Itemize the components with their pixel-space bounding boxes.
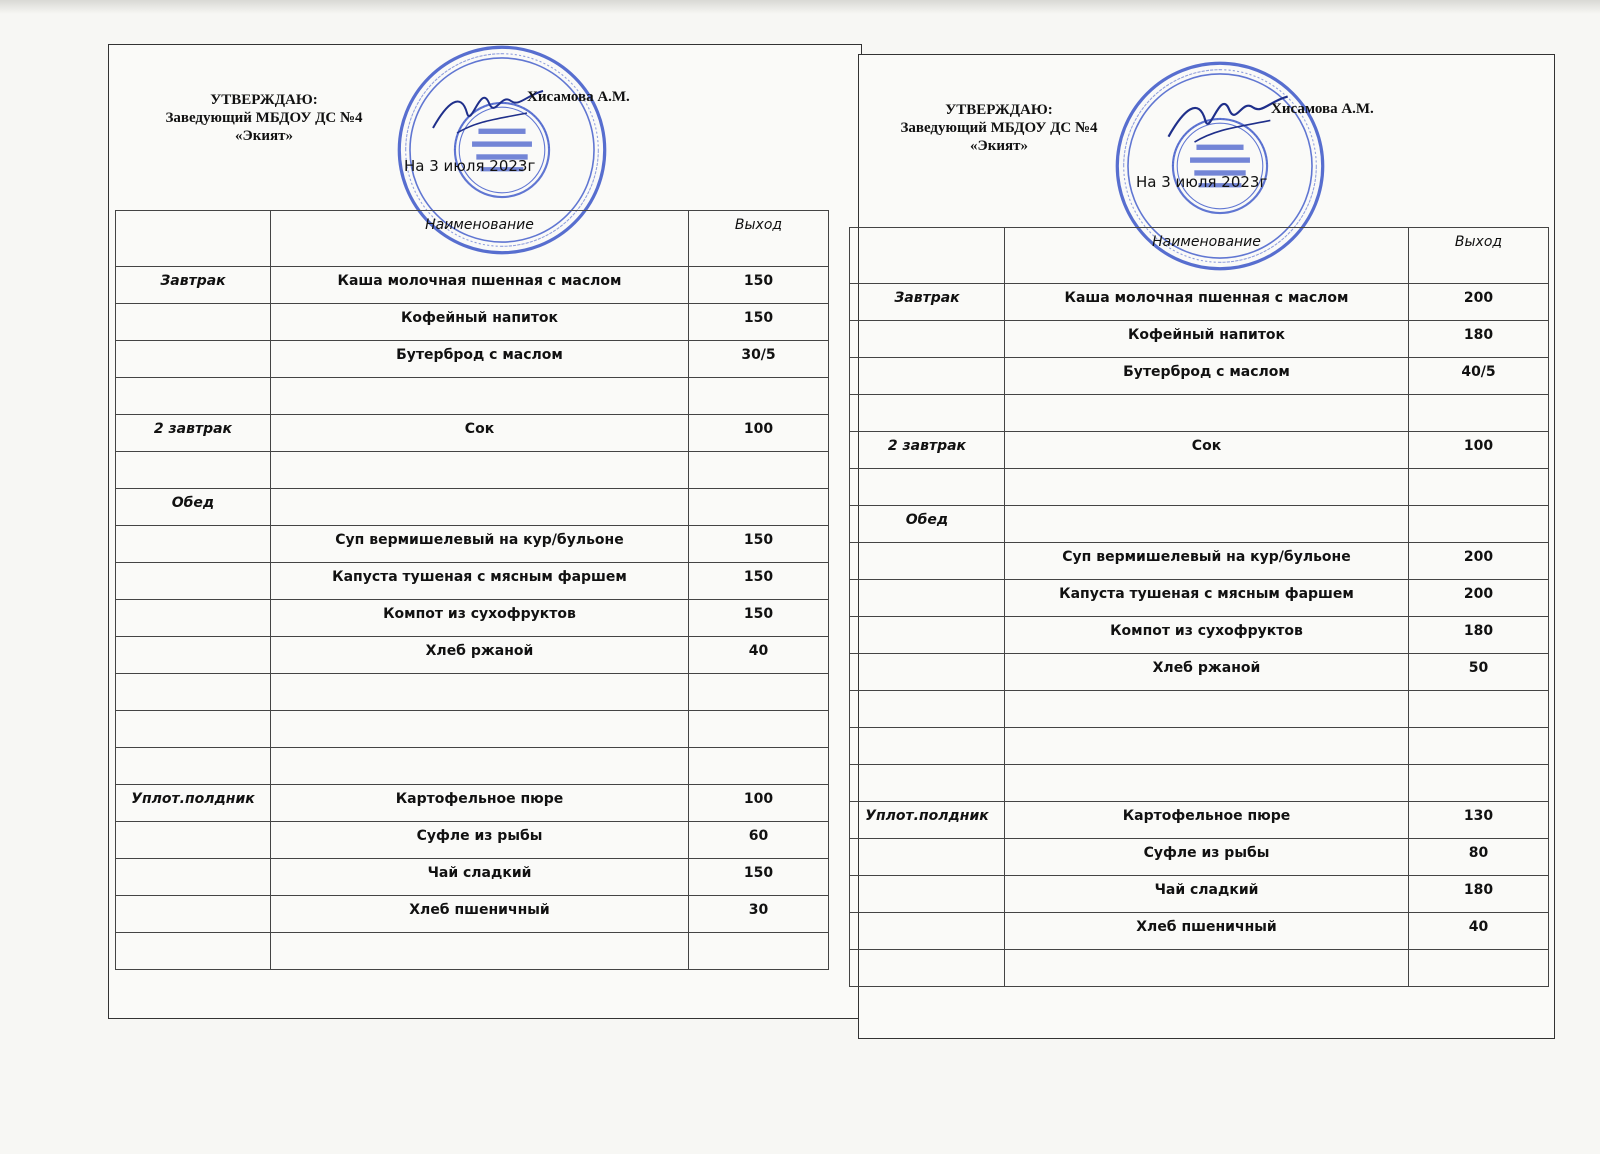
- menu-row: [850, 839, 1549, 876]
- meal-cell: Обед: [116, 489, 271, 526]
- menu-row: [850, 913, 1549, 950]
- meal-cell: [116, 341, 271, 378]
- meal-cell: [850, 617, 1005, 654]
- yield-cell: 30: [689, 896, 829, 933]
- meal-cell: [116, 452, 271, 489]
- menu-row: [850, 728, 1549, 765]
- yield-cell: 150: [689, 859, 829, 896]
- menu-row: [116, 859, 829, 896]
- meal-cell: 2 завтрак: [850, 432, 1005, 469]
- meal-column-header: [116, 211, 271, 267]
- yield-cell: 130: [1409, 802, 1549, 839]
- menu-row: [116, 711, 829, 748]
- yield-cell: [689, 378, 829, 415]
- dish-cell: Кофейный напиток: [271, 304, 689, 341]
- meal-cell: [116, 859, 271, 896]
- yield-cell: 180: [1409, 321, 1549, 358]
- meal-cell: Уплот.полдник: [850, 802, 1005, 839]
- meal-cell: [116, 526, 271, 563]
- menu-table: [849, 227, 1549, 987]
- menu-date: На 3 июля 2023г: [404, 157, 536, 175]
- menu-row: [116, 822, 829, 859]
- yield-cell: [1409, 469, 1549, 506]
- meal-cell: [850, 321, 1005, 358]
- meal-cell: [116, 378, 271, 415]
- meal-cell: [116, 600, 271, 637]
- menu-row: [116, 785, 829, 822]
- yield-cell: 100: [689, 785, 829, 822]
- meal-cell: [116, 711, 271, 748]
- yield-cell: [689, 674, 829, 711]
- dish-cell: Капуста тушеная с мясным фаршем: [271, 563, 689, 600]
- dish-cell: Кофейный напиток: [1005, 321, 1409, 358]
- dish-cell: Бутерброд с маслом: [271, 341, 689, 378]
- dish-cell: [271, 489, 689, 526]
- approval-line: УТВЕРЖДАЮ:: [945, 102, 1053, 118]
- dish-cell: Компот из сухофруктов: [1005, 617, 1409, 654]
- dish-cell: Картофельное пюре: [1005, 802, 1409, 839]
- dish-cell: [1005, 691, 1409, 728]
- dish-cell: Суп вермишелевый на кур/бульоне: [1005, 543, 1409, 580]
- meal-cell: [850, 691, 1005, 728]
- meal-cell: [850, 543, 1005, 580]
- yield-cell: 200: [1409, 543, 1549, 580]
- menu-sheet-left: [108, 44, 862, 1019]
- yield-column-header: Выход: [689, 211, 829, 267]
- menu-row: [850, 284, 1549, 321]
- menu-row: [850, 617, 1549, 654]
- meal-cell: [116, 896, 271, 933]
- dish-cell: [1005, 765, 1409, 802]
- meal-cell: Завтрак: [850, 284, 1005, 321]
- menu-row: [116, 748, 829, 785]
- yield-cell: [689, 933, 829, 970]
- meal-column-header: [850, 228, 1005, 284]
- dish-cell: Чай сладкий: [1005, 876, 1409, 913]
- dish-cell: [271, 378, 689, 415]
- dish-cell: Суп вермишелевый на кур/бульоне: [271, 526, 689, 563]
- meal-cell: [116, 674, 271, 711]
- scan-edge-shadow: [0, 0, 1600, 14]
- menu-row: [116, 563, 829, 600]
- dish-cell: Суфле из рыбы: [271, 822, 689, 859]
- yield-cell: 200: [1409, 580, 1549, 617]
- menu-row: [116, 526, 829, 563]
- meal-cell: [850, 765, 1005, 802]
- menu-row: [850, 321, 1549, 358]
- yield-cell: 150: [689, 304, 829, 341]
- meal-cell: [116, 933, 271, 970]
- sheet-header: [859, 55, 1554, 215]
- meal-cell: [850, 358, 1005, 395]
- yield-cell: 180: [1409, 876, 1549, 913]
- dish-cell: Каша молочная пшенная с маслом: [1005, 284, 1409, 321]
- menu-row: [850, 395, 1549, 432]
- dish-cell: Хлеб ржаной: [271, 637, 689, 674]
- dish-cell: Суфле из рыбы: [1005, 839, 1409, 876]
- dish-cell: Хлеб ржаной: [1005, 654, 1409, 691]
- table-header-row: [850, 228, 1549, 284]
- approval-block: [134, 91, 394, 145]
- yield-cell: 180: [1409, 617, 1549, 654]
- yield-cell: 150: [689, 563, 829, 600]
- menu-row: [850, 543, 1549, 580]
- dish-cell: Хлеб пшеничный: [1005, 913, 1409, 950]
- menu-date: На 3 июля 2023г: [1136, 173, 1268, 191]
- table-header-row: [116, 211, 829, 267]
- menu-row: [116, 674, 829, 711]
- yield-cell: 30/5: [689, 341, 829, 378]
- dish-cell: [1005, 506, 1409, 543]
- menu-row: [116, 415, 829, 452]
- dish-cell: [271, 933, 689, 970]
- menu-row: [850, 876, 1549, 913]
- yield-cell: [1409, 728, 1549, 765]
- meal-cell: [850, 913, 1005, 950]
- approval-block: [869, 101, 1129, 155]
- yield-cell: 50: [1409, 654, 1549, 691]
- approval-line: УТВЕРЖДАЮ:: [210, 92, 318, 108]
- meal-cell: [116, 822, 271, 859]
- meal-cell: [850, 469, 1005, 506]
- dish-cell: Хлеб пшеничный: [271, 896, 689, 933]
- approval-line: «Экият»: [970, 138, 1028, 154]
- meal-cell: 2 завтрак: [116, 415, 271, 452]
- dish-cell: Каша молочная пшенная с маслом: [271, 267, 689, 304]
- menu-row: [850, 580, 1549, 617]
- yield-cell: 200: [1409, 284, 1549, 321]
- approval-line: «Экият»: [235, 128, 293, 144]
- menu-row: [850, 950, 1549, 987]
- yield-cell: 80: [1409, 839, 1549, 876]
- meal-cell: [850, 654, 1005, 691]
- dish-cell: [1005, 950, 1409, 987]
- dish-cell: [271, 674, 689, 711]
- yield-cell: [1409, 765, 1549, 802]
- dish-cell: Сок: [1005, 432, 1409, 469]
- yield-cell: [1409, 950, 1549, 987]
- dish-cell: Бутерброд с маслом: [1005, 358, 1409, 395]
- menu-sheet-right: [858, 54, 1555, 1039]
- menu-row: [116, 304, 829, 341]
- approval-line: Заведующий МБДОУ ДС №4: [165, 110, 363, 126]
- dish-cell: [271, 748, 689, 785]
- menu-row: [116, 378, 829, 415]
- approval-line: Заведующий МБДОУ ДС №4: [900, 120, 1098, 136]
- meal-cell: [116, 563, 271, 600]
- yield-cell: 60: [689, 822, 829, 859]
- menu-row: [850, 506, 1549, 543]
- menu-row: [850, 765, 1549, 802]
- menu-row: [850, 358, 1549, 395]
- meal-cell: [116, 748, 271, 785]
- menu-row: [116, 489, 829, 526]
- yield-cell: 150: [689, 267, 829, 304]
- menu-row: [116, 637, 829, 674]
- menu-table: [115, 210, 829, 970]
- dish-cell: [271, 711, 689, 748]
- menu-row: [850, 654, 1549, 691]
- yield-cell: [689, 452, 829, 489]
- name-column-header: Наименование: [271, 211, 689, 267]
- handwritten-signature: [427, 73, 547, 143]
- dish-cell: Компот из сухофруктов: [271, 600, 689, 637]
- meal-cell: Завтрак: [116, 267, 271, 304]
- dish-cell: [1005, 469, 1409, 506]
- yield-cell: [689, 711, 829, 748]
- meal-cell: [116, 637, 271, 674]
- meal-cell: [850, 395, 1005, 432]
- dish-cell: [271, 452, 689, 489]
- meal-cell: [850, 839, 1005, 876]
- menu-row: [850, 432, 1549, 469]
- meal-cell: [850, 728, 1005, 765]
- name-column-header: Наименование: [1005, 228, 1409, 284]
- meal-cell: Уплот.полдник: [116, 785, 271, 822]
- dish-cell: [1005, 395, 1409, 432]
- menu-row: [850, 802, 1549, 839]
- yield-cell: [689, 748, 829, 785]
- menu-row: [116, 896, 829, 933]
- yield-cell: 40: [1409, 913, 1549, 950]
- dish-cell: Картофельное пюре: [271, 785, 689, 822]
- menu-row: [116, 600, 829, 637]
- yield-cell: 40: [689, 637, 829, 674]
- yield-cell: [1409, 506, 1549, 543]
- yield-cell: 100: [1409, 432, 1549, 469]
- menu-row: [116, 341, 829, 378]
- meal-cell: Обед: [850, 506, 1005, 543]
- yield-cell: [1409, 691, 1549, 728]
- meal-cell: [850, 950, 1005, 987]
- meal-cell: [850, 580, 1005, 617]
- dish-cell: Капуста тушеная с мясным фаршем: [1005, 580, 1409, 617]
- signer-name: Хисамова А.М.: [1271, 101, 1374, 117]
- signer-name: Хисамова А.М.: [527, 89, 630, 105]
- menu-row: [850, 691, 1549, 728]
- meal-cell: [850, 876, 1005, 913]
- yield-cell: [689, 489, 829, 526]
- yield-cell: 40/5: [1409, 358, 1549, 395]
- dish-cell: Чай сладкий: [271, 859, 689, 896]
- dish-cell: Сок: [271, 415, 689, 452]
- sheet-header: [109, 45, 861, 205]
- menu-row: [116, 267, 829, 304]
- yield-column-header: Выход: [1409, 228, 1549, 284]
- dish-cell: [1005, 728, 1409, 765]
- yield-cell: 150: [689, 526, 829, 563]
- yield-cell: 150: [689, 600, 829, 637]
- yield-cell: [1409, 395, 1549, 432]
- menu-row: [116, 933, 829, 970]
- meal-cell: [116, 304, 271, 341]
- menu-row: [850, 469, 1549, 506]
- yield-cell: 100: [689, 415, 829, 452]
- menu-row: [116, 452, 829, 489]
